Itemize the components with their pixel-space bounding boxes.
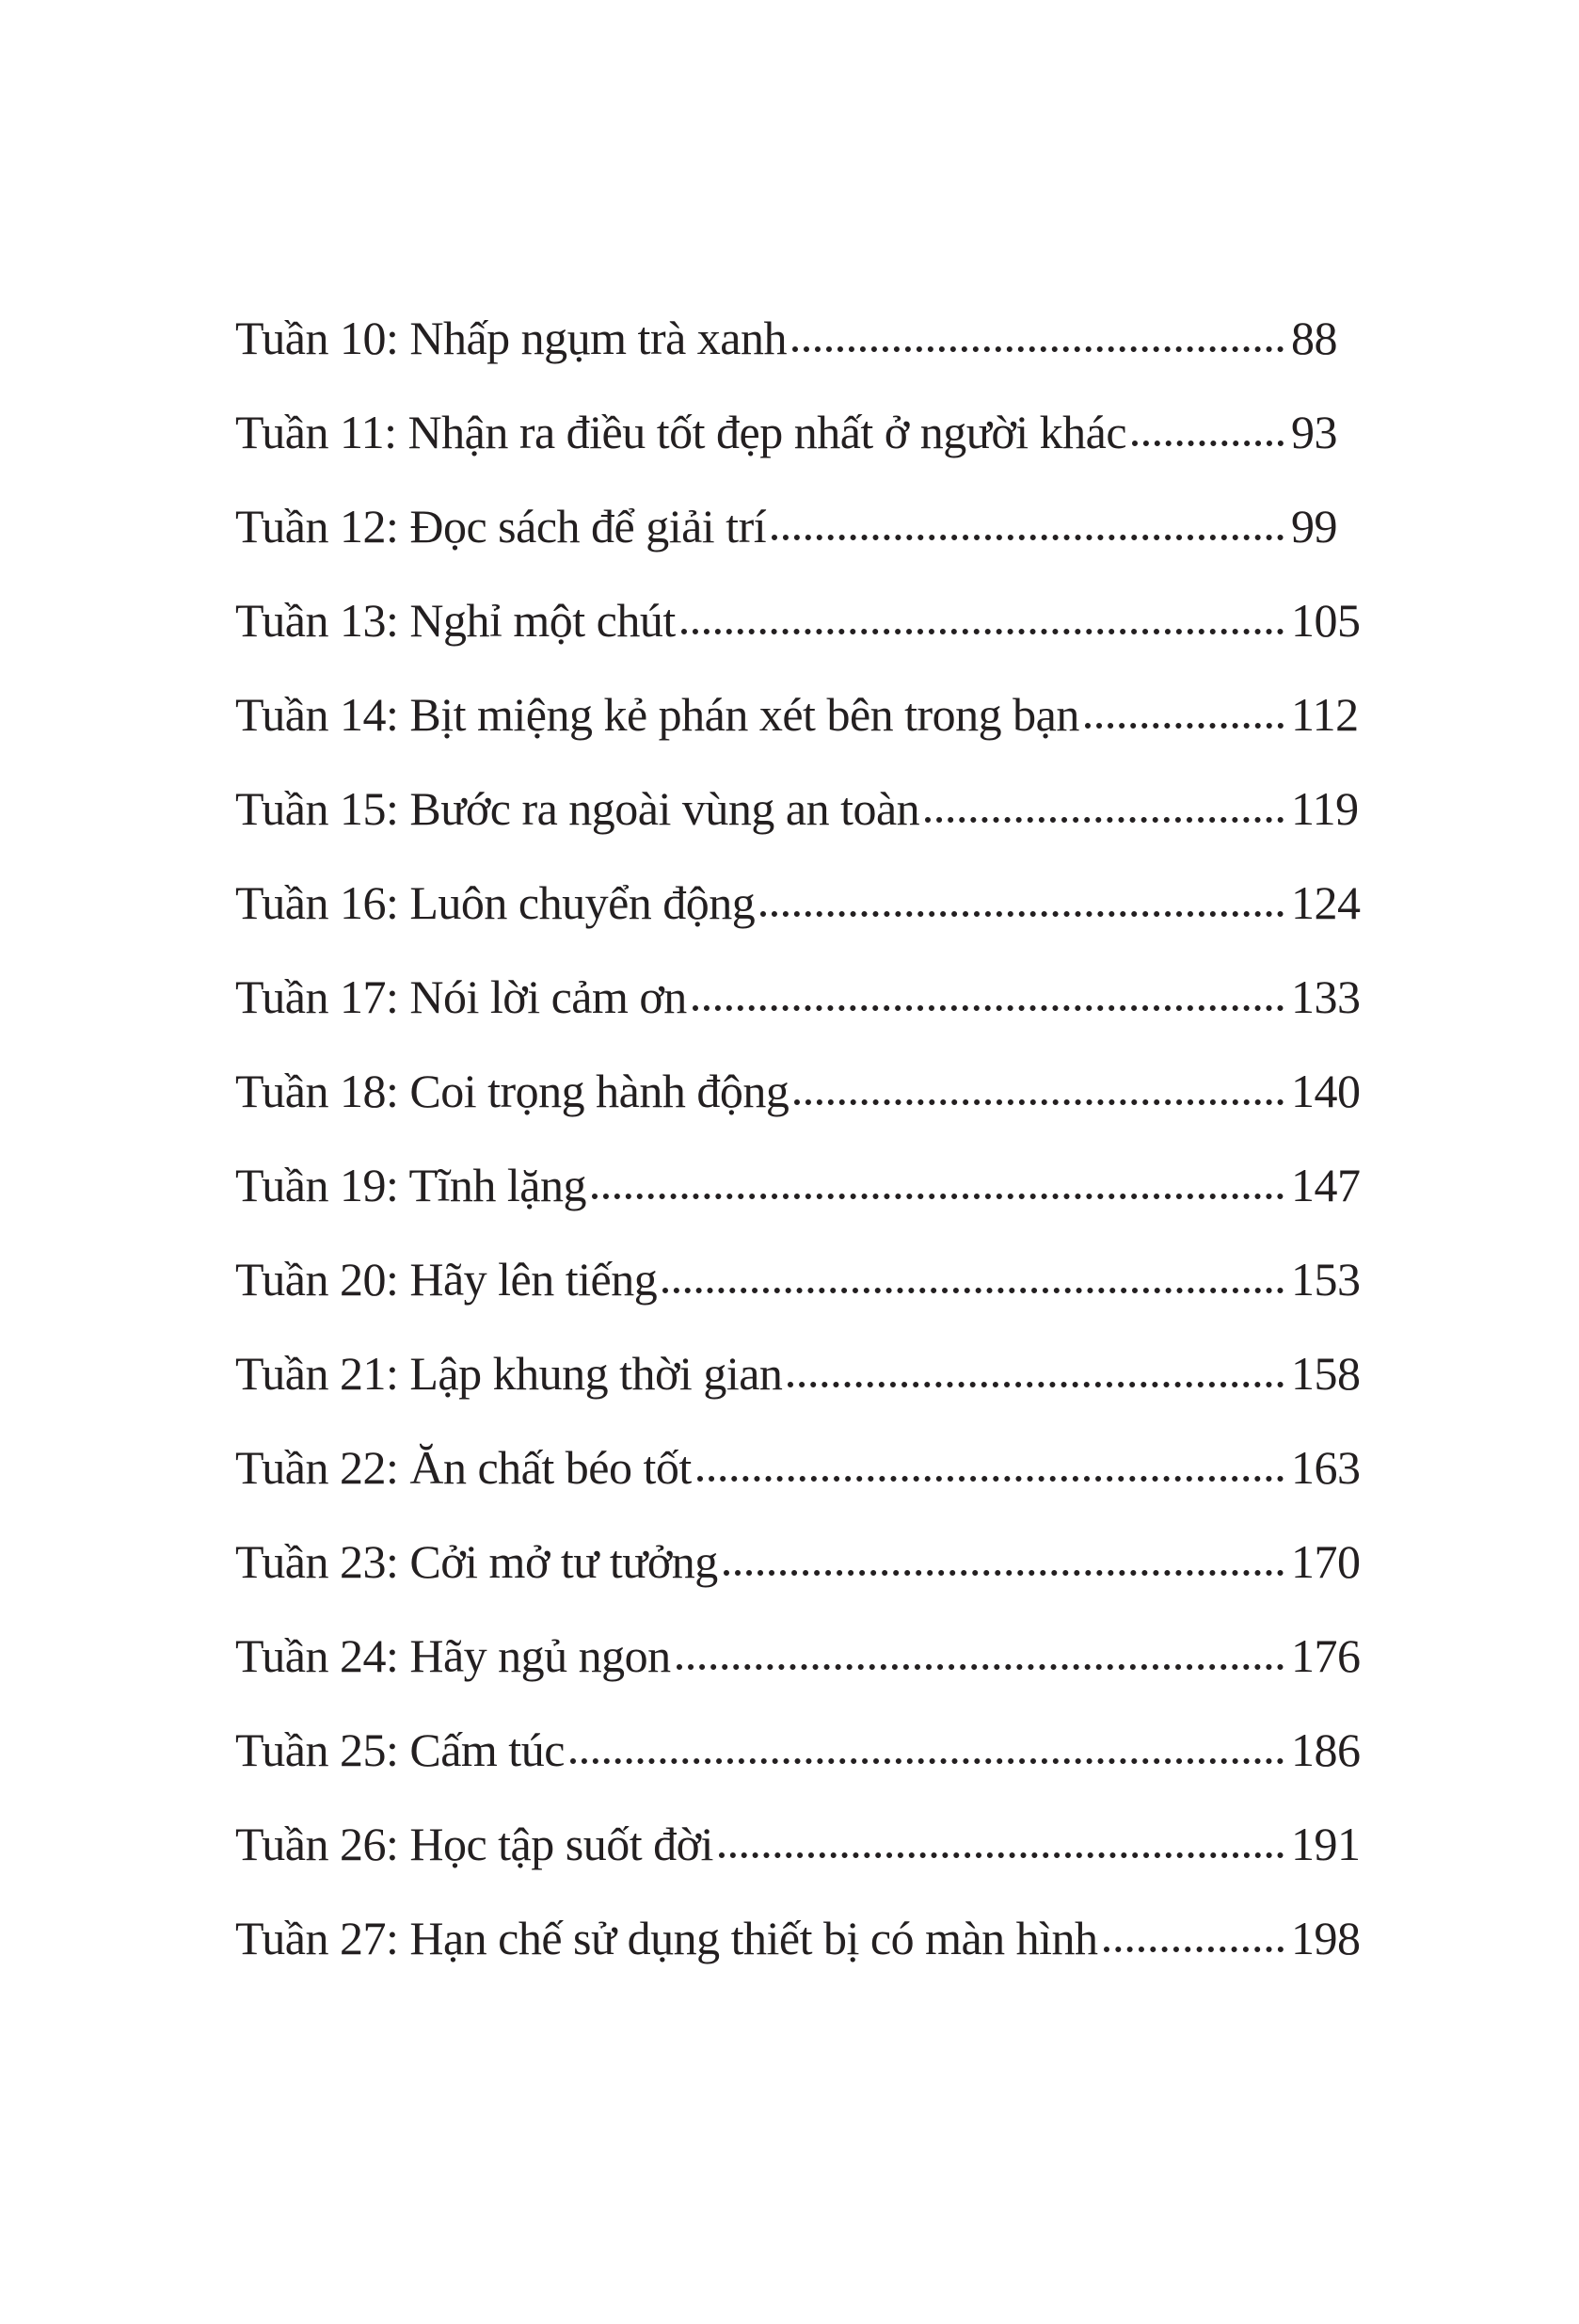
dot-leader: [1132, 441, 1284, 446]
toc-entry-page-number: 140: [1291, 1065, 1361, 1117]
toc-entry-page-number: 158: [1291, 1347, 1361, 1400]
toc-entry-page-number: 147: [1291, 1159, 1361, 1211]
dot-leader: [724, 1570, 1284, 1576]
toc-entry-label: Tuần 23: Cởi mở tư tưởng: [235, 1535, 718, 1588]
toc-entry-page-number: 176: [1291, 1629, 1361, 1682]
toc-entry-label: Tuần 13: Nghỉ một chút: [235, 594, 676, 647]
toc-entry: [235, 405, 1374, 499]
dot-leader: [792, 346, 1284, 352]
toc-entry-label: Tuần 12: Đọc sách để giải trí: [235, 500, 767, 553]
dot-leader: [772, 535, 1284, 540]
toc-entry-label: Tuần 19: Tĩnh lặng: [235, 1159, 586, 1211]
toc-entry-label: Tuần 17: Nói lời cảm ơn: [235, 970, 687, 1023]
toc-entry-page-number: 88: [1291, 312, 1337, 364]
toc-entry-page-number: 186: [1291, 1723, 1361, 1776]
toc-entry: [235, 875, 1374, 970]
toc-entry-label: Tuần 21: Lập khung thời gian: [235, 1347, 783, 1400]
dot-leader: [677, 1664, 1284, 1670]
toc-entry-page-number: 163: [1291, 1441, 1361, 1494]
toc-entry: [235, 781, 1374, 875]
toc-entry: [235, 311, 1374, 405]
toc-entry-page-number: 112: [1291, 688, 1359, 741]
toc-entry-label: Tuần 24: Hãy ngủ ngon: [235, 1629, 671, 1682]
toc-entry: [235, 970, 1374, 1064]
toc-entry: [235, 1911, 1374, 2005]
dot-leader: [592, 1194, 1284, 1199]
toc-entry-label: Tuần 27: Hạn chế sử dụng thiết bị có màn hình: [235, 1912, 1098, 1964]
toc-entry-page-number: 119: [1291, 782, 1359, 835]
toc-entry-label: Tuần 22: Ăn chất béo tốt: [235, 1441, 692, 1494]
toc-entry: [235, 1064, 1374, 1158]
dot-leader: [681, 629, 1284, 634]
toc-entry-page-number: 191: [1291, 1818, 1361, 1870]
toc-entry: [235, 499, 1374, 593]
toc-entry: [235, 593, 1374, 687]
dot-leader: [719, 1852, 1284, 1858]
toc-entry-page-number: 105: [1291, 594, 1361, 647]
toc-entry-label: Tuần 14: Bịt miệng kẻ phán xét bên trong bạn: [235, 688, 1079, 741]
toc-entry-label: Tuần 16: Luôn chuyển động: [235, 876, 756, 929]
toc-entry-label: Tuần 25: Cấm túc: [235, 1723, 565, 1776]
table-of-contents: [235, 311, 1374, 2005]
toc-entry: [235, 687, 1374, 781]
dot-leader: [925, 817, 1284, 823]
toc-entry-label: Tuần 18: Coi trọng hành động: [235, 1065, 790, 1117]
dot-leader: [693, 1005, 1284, 1011]
toc-entry: [235, 1628, 1374, 1723]
toc-entry-label: Tuần 26: Học tập suốt đời: [235, 1818, 713, 1870]
dot-leader: [794, 1099, 1284, 1105]
dot-leader: [1104, 1947, 1284, 1952]
toc-entry-page-number: 153: [1291, 1253, 1361, 1306]
dot-leader: [697, 1476, 1284, 1482]
toc-entry: [235, 1817, 1374, 1911]
dot-leader: [788, 1382, 1284, 1387]
toc-entry: [235, 1158, 1374, 1252]
dot-leader: [662, 1288, 1284, 1293]
toc-entry: [235, 1252, 1374, 1346]
toc-entry-label: Tuần 20: Hãy lên tiếng: [235, 1253, 658, 1306]
toc-entry-label: Tuần 11: Nhận ra điều tốt đẹp nhất ở người khác: [235, 406, 1127, 458]
toc-entry: [235, 1534, 1374, 1628]
toc-entry: [235, 1723, 1374, 1817]
toc-entry: [235, 1440, 1374, 1534]
toc-entry-label: Tuần 10: Nhấp ngụm trà xanh: [235, 312, 787, 364]
toc-entry-page-number: 198: [1291, 1912, 1361, 1964]
toc-entry-page-number: 170: [1291, 1535, 1361, 1588]
dot-leader: [570, 1758, 1284, 1764]
toc-entry-page-number: 133: [1291, 970, 1361, 1023]
dot-leader: [760, 911, 1284, 917]
toc-entry: [235, 1346, 1374, 1440]
toc-entry-page-number: 124: [1291, 876, 1361, 929]
toc-entry-page-number: 99: [1291, 500, 1337, 553]
toc-entry-page-number: 93: [1291, 406, 1337, 458]
dot-leader: [1085, 723, 1284, 729]
toc-entry-label: Tuần 15: Bước ra ngoài vùng an toàn: [235, 782, 920, 835]
